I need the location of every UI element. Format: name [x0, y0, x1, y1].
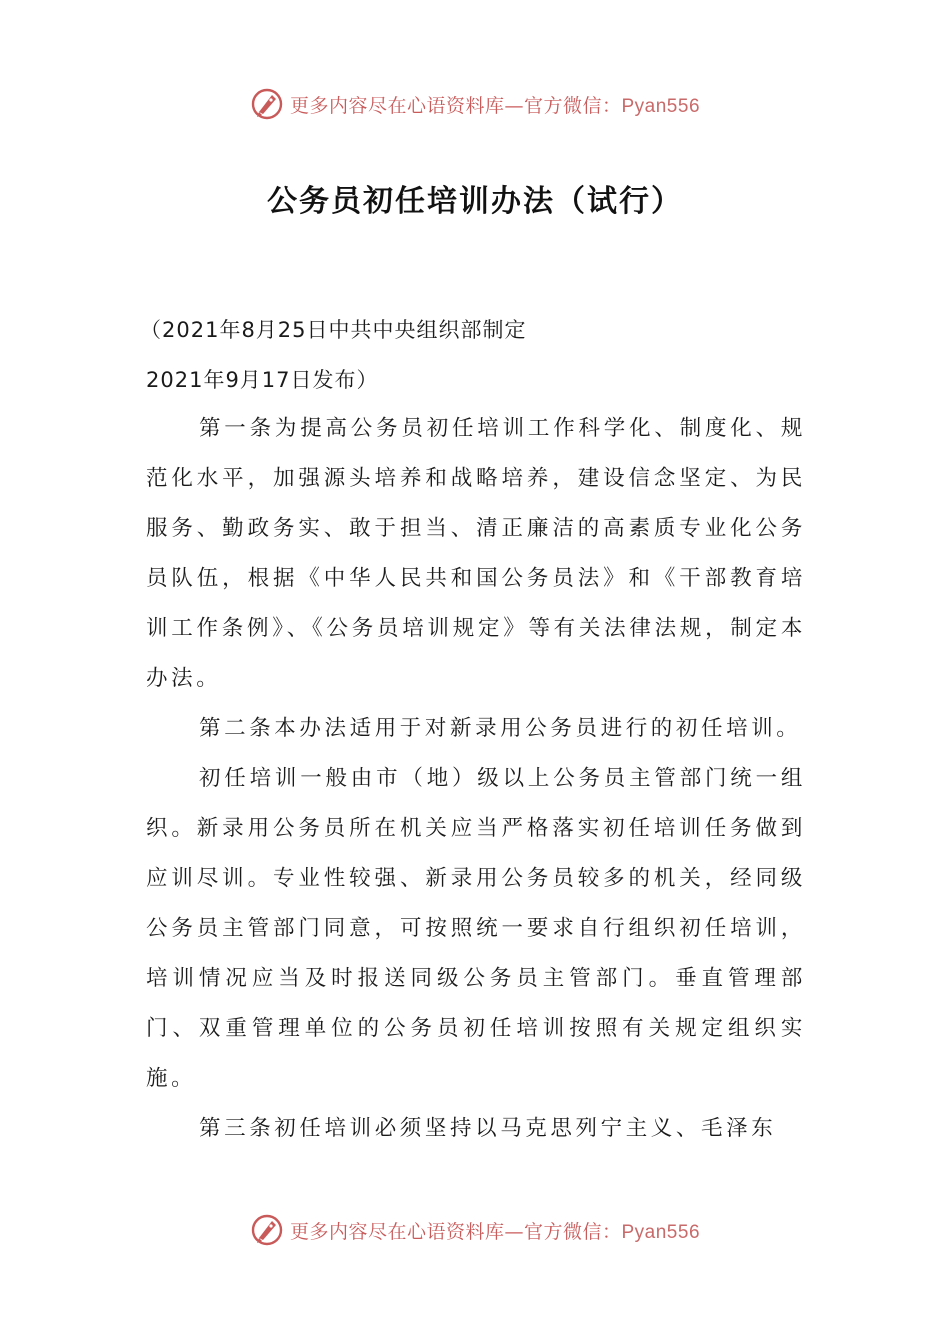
document-title: 公务员初任培训办法（试行）: [267, 184, 683, 219]
document-body: [146, 404, 806, 1154]
issuance-info-line-2: 2021年9月17日发布）: [146, 368, 379, 392]
header-watermark: [0, 84, 950, 124]
paragraph-article-1: 第一条为提高公务员初任培训工作科学化、制度化、规范化水平，加强源头培养和战略培养，建设信念坚定、为民服务、勤政务实、敢于担当、清正廉洁的高素质专业化公务员队伍，根据《中华人民共和国公务员法》和《干部教育培训工作条例》、《公务员培训规定》等有关法律法规，制定本办法。: [146, 416, 806, 691]
issuance-info-line-1: （2021年8月25日中共中央组织部制定: [140, 318, 527, 342]
paragraph-article-3: 第三条初任培训必须坚持以马克思列宁主义、毛泽东: [199, 1116, 777, 1141]
footer-watermark: [0, 1210, 950, 1250]
paragraph-article-2: 第二条本办法适用于对新录用公务员进行的初任培训。: [199, 716, 802, 741]
watermark-text: 更多内容尽在心语资料库—官方微信：Pyan556: [289, 94, 701, 117]
pen-nib-logo-icon: [250, 87, 284, 121]
paragraph-article-2-detail: 初任培训一般由市（地）级以上公务员主管部门统一组织。新录用公务员所在机关应当严格落实初任培训任务做到应训尽训。专业性较强、新录用公务员较多的机关，经同级公务员主管部门同意，可按照统一要求自行组织初任培训，培训情况应当及时报送同级公务员主管部门。垂直管理部门、双重管理单位的公务员初任培训按照有关规定组织实施。: [146, 766, 806, 1091]
pen-nib-logo-icon: [250, 1213, 284, 1247]
watermark-text: 更多内容尽在心语资料库—官方微信：Pyan556: [289, 1220, 701, 1243]
